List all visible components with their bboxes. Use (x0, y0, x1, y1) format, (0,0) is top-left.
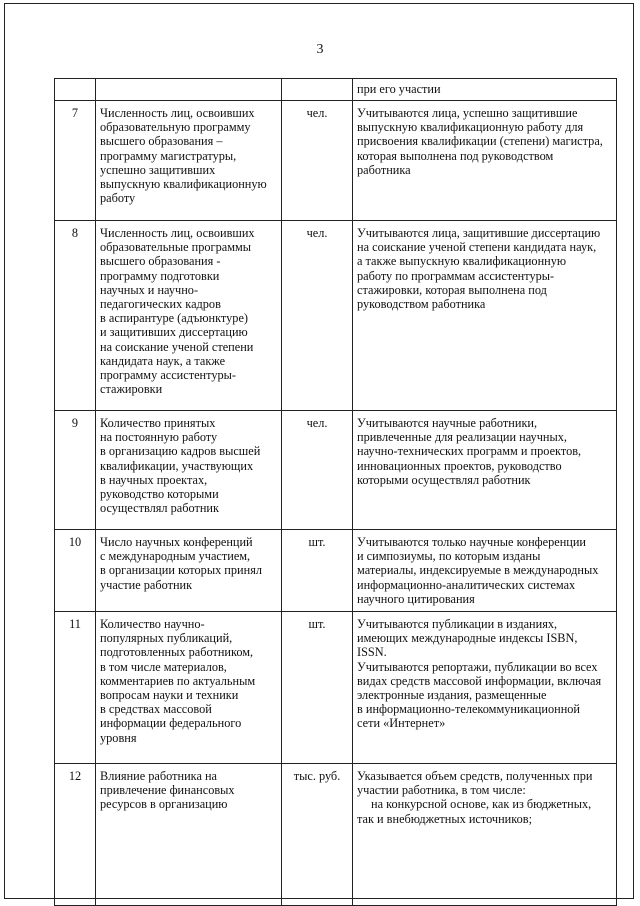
indicator-note: Учитываются публикации в изданиях, имеющих международные индексы ISBN, ISSN. Учитываются репортажи, публикации во всех видах средств массовой информации, включая электронные издания, размещенные в информационно-телекоммуникационной сети «Интернет» (353, 612, 617, 764)
indicator-name: Количество научно- популярных публикаций, подготовленных работником, в том числе материалов, комментариев по актуальным вопросам науки и техники в средствах массовой информации федерального уровня (96, 612, 282, 764)
indicator-name: Численность лиц, освоивших образовательные программы высшего образования - программу подготовки научных и научно- педагогических кадров в аспирантуре (адъюнктуре) и защитивших диссертацию на соискание ученой степени кандидата наук, а также программу ассистентуры- стажировки (96, 221, 282, 411)
table-row (55, 221, 617, 411)
row-number: 9 (55, 411, 96, 530)
table-row (55, 764, 617, 906)
indicator-name (96, 79, 282, 101)
row-number: 7 (55, 101, 96, 221)
indicator-name: Численность лиц, освоивших образовательную программу высшего образования – программу магистратуры, успешно защитивших выпускную квалификационную работу (96, 101, 282, 221)
table-row (55, 79, 617, 101)
indicator-name: Влияние работника на привлечение финансовых ресурсов в организацию (96, 764, 282, 906)
row-number (55, 79, 96, 101)
unit: чел. (282, 101, 353, 221)
table-row (55, 530, 617, 612)
unit: чел. (282, 411, 353, 530)
indicator-name: Число научных конференций с международным участием, в организации которых принял участие работник (96, 530, 282, 612)
page-number: 3 (316, 42, 324, 57)
row-number: 10 (55, 530, 96, 612)
row-number: 11 (55, 612, 96, 764)
table-row (55, 411, 617, 530)
row-number: 12 (55, 764, 96, 906)
indicator-note: Учитываются только научные конференции и симпозиумы, по которым изданы материалы, индексируемые в международных информационно-аналитических системах научного цитирования (353, 530, 617, 612)
indicator-note: Учитываются лица, защитившие диссертацию на соискание ученой степени кандидата наук, а также выпускную квалификационную работу по программам ассистентуры- стажировки, которая выполнена под руководством работника (353, 221, 617, 411)
unit: шт. (282, 612, 353, 764)
unit: шт. (282, 530, 353, 612)
unit: тыс. руб. (282, 764, 353, 906)
table-row (55, 101, 617, 221)
indicator-name: Количество принятых на постоянную работу в организацию кадров высшей квалификации, участвующих в научных проектах, руководство которыми осуществлял работник (96, 411, 282, 530)
row-number: 8 (55, 221, 96, 411)
unit: чел. (282, 221, 353, 411)
indicator-note: Учитываются научные работники, привлеченные для реализации научных, научно-технических программ и проектов, инновационных проектов, руководство которыми осуществлял работник (353, 411, 617, 530)
indicators-table (54, 78, 617, 906)
indicator-note: при его участии (353, 79, 617, 101)
indicator-note: Указывается объем средств, полученных при участии работника, в том числе: на конкурсной основе, как из бюджетных, так и внебюджетных источников; (353, 764, 617, 906)
unit (282, 79, 353, 101)
table-row (55, 612, 617, 764)
indicator-note: Учитываются лица, успешно защитившие выпускную квалификационную работу для присвоения квалификации (степени) магистра, которая выполнена под руководством работника (353, 101, 617, 221)
